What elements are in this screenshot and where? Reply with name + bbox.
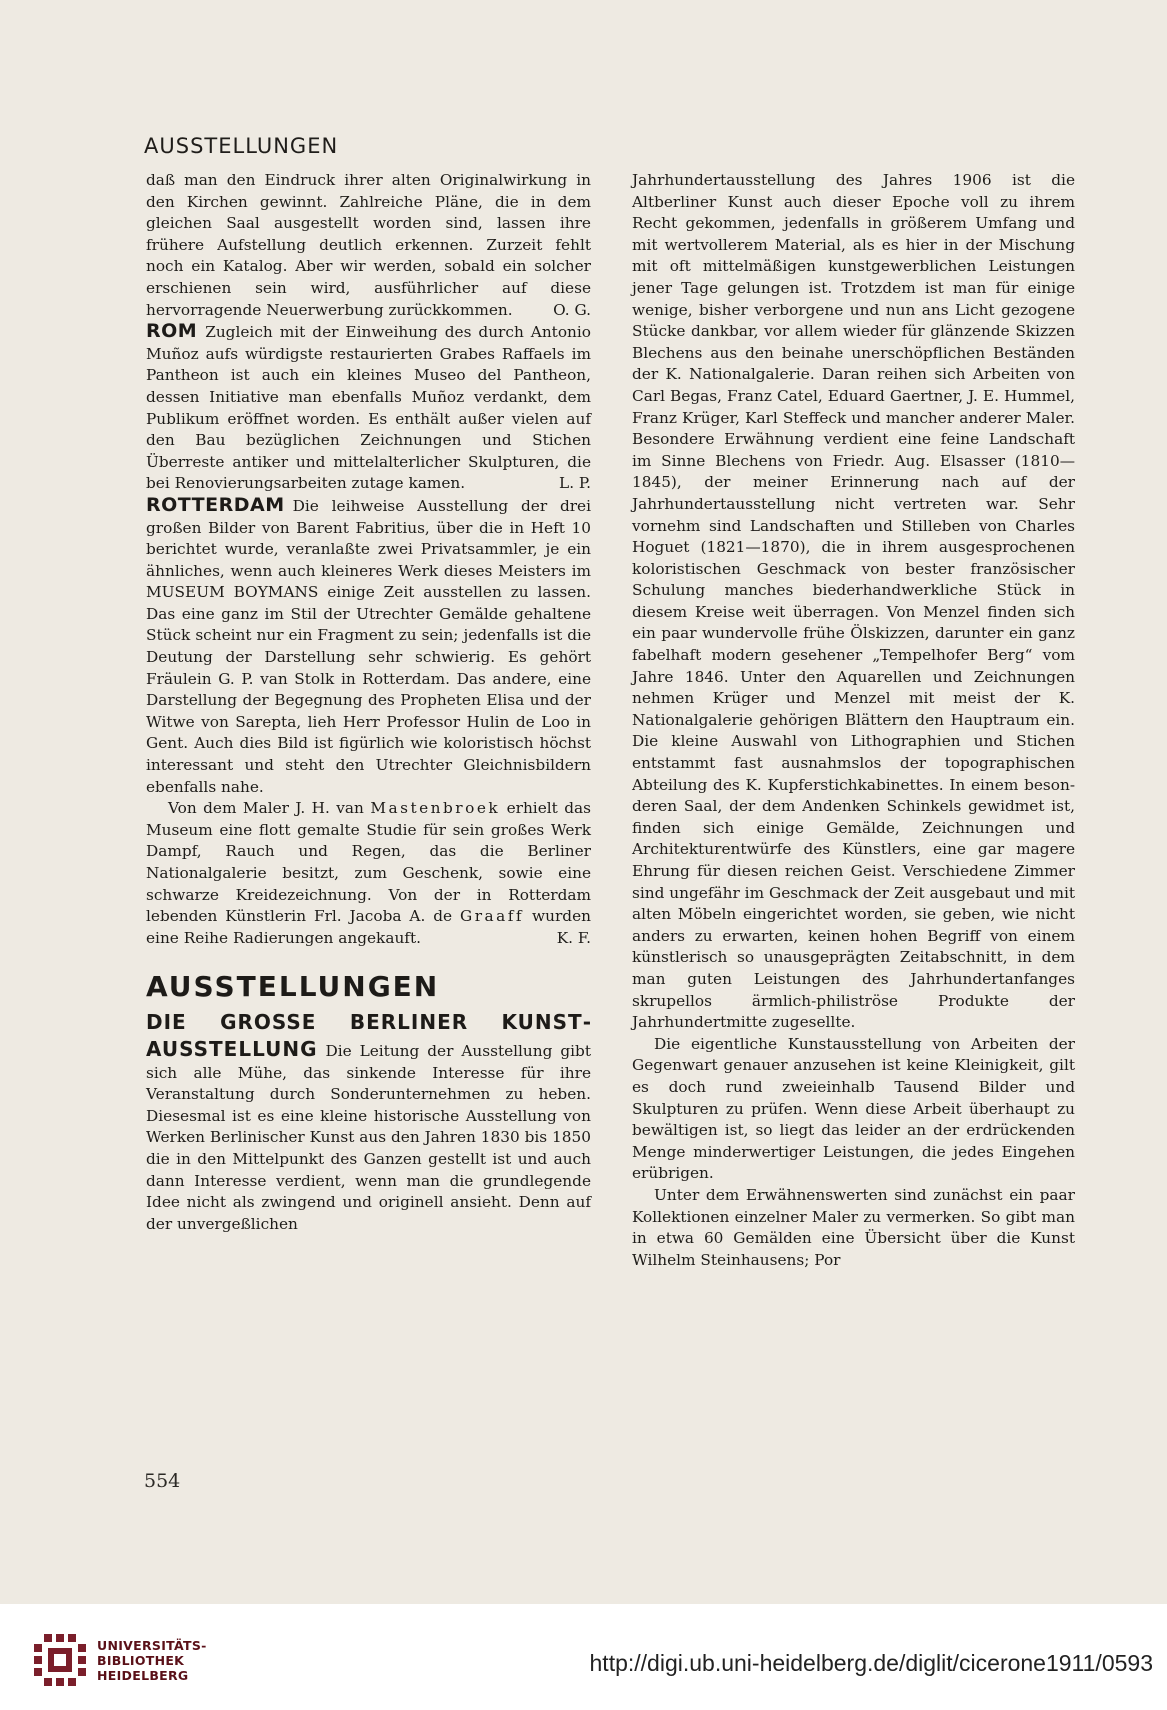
library-line-2: BIBLIOTHEK xyxy=(97,1653,185,1668)
right-paragraph-3: Unter dem Erwähnenswerten sind zunächst ein paar Kollektionen einzelner Maler zu vermerken. So gibt man in etwa 60 Gemälden eine Übersicht über die Kunst Wilhelm Steinhausens; Por xyxy=(632,1185,1075,1269)
source-url-link[interactable]: http://digi.ub.uni-heidelberg.de/diglit/cicerone1911/0593 xyxy=(589,1650,1153,1676)
university-seal-icon xyxy=(32,1632,88,1688)
library-line-1: UNIVERSITÄTS- xyxy=(97,1638,207,1653)
right-paragraph-1: Jahrhundertausstellung des Jahres 1906 ist die Altberliner Kunst auch dieser Epoche voll zu ihrem Recht gekommen, jedenfalls in größerem Umfang und mit wertvollerem Material, als es hier in der Mischung mit oft mittelmäßigen kunstgewerblichen Leistungen jener Tage gelungen ist. Trotzdem ist man für einige wenige, bisher verborgene und nun ans Licht gezogene Stücke dankbar, vor allem wieder für glänzende Skizzen Blechens aus den beinahe unerschöpflichen Beständen der K. Nationalgalerie. Daran reihen sich Arbeiten von Carl Begas, Franz Catel, Eduard Gaertner, J. E. Hummel, Franz Krüger, Karl Steffeck und mancher anderer Maler. Besondere Erwähnung verdient eine feine Landschaft im Sinne Blechens von Friedr. Aug. Elsasser (1810—1845), der meiner Erinnerung nach auf der Jahrhundertausstellung nicht vertreten war. Sehr vornehm sind Landschaften und Stilleben von Charles Hoguet (1821—1870), die in ihrem ausgesprochenen koloristischen Geschmack von bester französischer Schulung manches biederhandwerkliche Stück in diesem Kreise weit überragen. Von Menzel finden sich ein paar wundervolle frühe Ölskizzen, darunter ein ganz fabelhaft modern gesehener „Tempelhofer Berg“ vom Jahre 1846. Unter den Aquarellen und Zeichnungen nehmen Krüger und Menzel mit meist der K. Nationalgalerie gehörigen Blättern den Hauptraum ein. Die kleine Auswahl von Lithographien und Stichen entstammt fast ausnahmslos der topographischen Abteilung des K. Kupferstichkabinettes. In einem besonderen Saal, der dem Andenken Schinkels gewidmet ist, finden sich einige Gemälde, Zeichnungen und Architekturentwürfe des Künstlers, eine gar magere Ehrung für diesen reichen Geist. Verschiedene Zimmer sind ungefähr im Geschmack der Zeit ausgebaut und mit alten Möbeln eingerichtet worden, sie geben, wie nicht anders zu erwarten, keinen hohen Begriff von einem künstlerisch so unausgeprägten Zeitabschnitt, in dem man guten Leistungen des Jahrhundertanfanges skrupellos ärmlich-philiströse Produkte der Jahrhundertmitte zugesellte. xyxy=(632,171,1075,1032)
berlin-entry xyxy=(146,1009,591,1235)
rotterdam-heading: ROTTERDAM xyxy=(146,493,285,516)
rotterdam-p2-c: wurden eine Reihe Radierungen angekauft. xyxy=(146,907,591,947)
rom-entry xyxy=(146,321,591,495)
running-head: AUSSTELLUNGEN xyxy=(144,134,339,158)
rotterdam-text: Die leihweise Ausstellung der drei großen Bilder von Barent Fabritius, über die in Heft 10 berichtet wurde, veranlaßte zwei Privatsammler, je ein ähnliches, wenn auch kleineres Werk dieses Meisters im MUSEUM BOYMANS einige Zeit ausstellen zu lassen. Das eine ganz im Stil der Utrechter Gemälde gehaltene Stück scheint nur ein Fragment zu sein; jedenfalls ist die Deutung der Darstellung sehr schwierig. Es gehört Fräulein G. P. van Stolk in Rotterdam. Das andere, eine Darstellung der Begegnung des Propheten Elisa und der Witwe von Sarepta, lieh Herr Professor Hulin de Loo in Gent. Auch dies Bild ist figürlich wie koloristisch höchst interessant und steht den Utrechter Gleichnisbildern ebenfalls nahe. xyxy=(146,496,591,796)
rotterdam-p2-name1: Mastenbroek xyxy=(370,799,501,818)
rom-signature: L. P. xyxy=(559,474,591,493)
rotterdam-p2-b: erhielt das Museum eine flott gemalte Studie für sein großes Werk Dampf, Rauch und Regen, das die Berliner Nationalgalerie besitzt, zum Geschenk, sowie eine schwarze Kreidezeichnung. Von der in Rotterdam lebenden Künstlerin Frl. Jacoba A. de xyxy=(146,799,591,926)
library-name xyxy=(97,1638,207,1683)
rotterdam-p2-name2: Graaff xyxy=(460,907,525,926)
page-number: 554 xyxy=(144,1470,181,1492)
rotterdam-p2-a: Von dem Maler J. H. van xyxy=(168,799,364,818)
section-title: AUSSTELLUNGEN xyxy=(146,970,440,1004)
right-column xyxy=(632,170,1075,1271)
berlin-text: Die Leitung der Ausstellung gibt sich alle Mühe, das sinkende Interesse für ihre Veranstaltung durch Sonderunternehmen zu heben. Diesesmal ist es eine kleine historische Ausstellung von Werken Berlinischer Kunst aus den Jahren 1830 bis 1850 die in den Mittelpunkt des Ganzen gestellt ist und auch dann Interesse verdient, wenn man die grundlegende Idee nicht als zwingend und originell ansieht. Denn auf der unvergeßlichen xyxy=(146,1041,591,1233)
intro-paragraph xyxy=(146,170,591,321)
rotterdam-entry xyxy=(146,495,591,798)
rotterdam-signature: K. F. xyxy=(556,928,591,947)
library-line-3: HEIDELBERG xyxy=(97,1668,189,1683)
left-column xyxy=(146,170,591,1235)
rotterdam-paragraph-2 xyxy=(146,798,591,949)
intro-signature: O. G. xyxy=(553,300,591,319)
berlin-heading: DIE GROSSE BERLINER KUNSTAUSSTELLUNG xyxy=(146,1010,591,1061)
intro-text: daß man den Eindruck ihrer alten Originalwirkung in den Kirchen gewinnt. Zahlreiche Pläne, die in dem gleichen Saal ausgestellt worden sind, lassen ihre frühere Aufstellung deutlich erkennen. Zurzeit fehlt noch ein Katalog. Aber wir werden, sobald ein solcher erschienen sein wird, ausführlicher auf diese hervorragende Neuerwerbung zurückkommen. xyxy=(146,171,591,319)
rom-text: Zugleich mit der Einweihung des durch Antonio Muñoz aufs würdigste restaurierten Grabes Raffaels im Pantheon ist auch ein kleines Museo del Pantheon, dessen Initiative man ebenfalls Muñoz verdankt, dem Publikum eröffnet worden. Es enthält außer vielen auf den Bau bezüglichen Zeichnungen und Stichen Überreste antiker und mittelalterlicher Skulpturen, die bei Renovierungsarbeiten zutage kamen. xyxy=(146,323,591,493)
rom-heading: ROM xyxy=(146,320,198,343)
right-paragraph-2: Die eigentliche Kunstausstellung von Arbeiten der Gegenwart genauer anzusehen ist keine Kleinigkeit, gilt es doch rund zweieinhalb Tausend Bilder und Skulpturen zu prüfen. Wenn diese Arbeit überhaupt zu bewältigen ist, so liegt das leider an der erdrückenden Menge minderwertiger Leistungen, die jedes Eingehen erübrigen. xyxy=(632,1034,1075,1183)
